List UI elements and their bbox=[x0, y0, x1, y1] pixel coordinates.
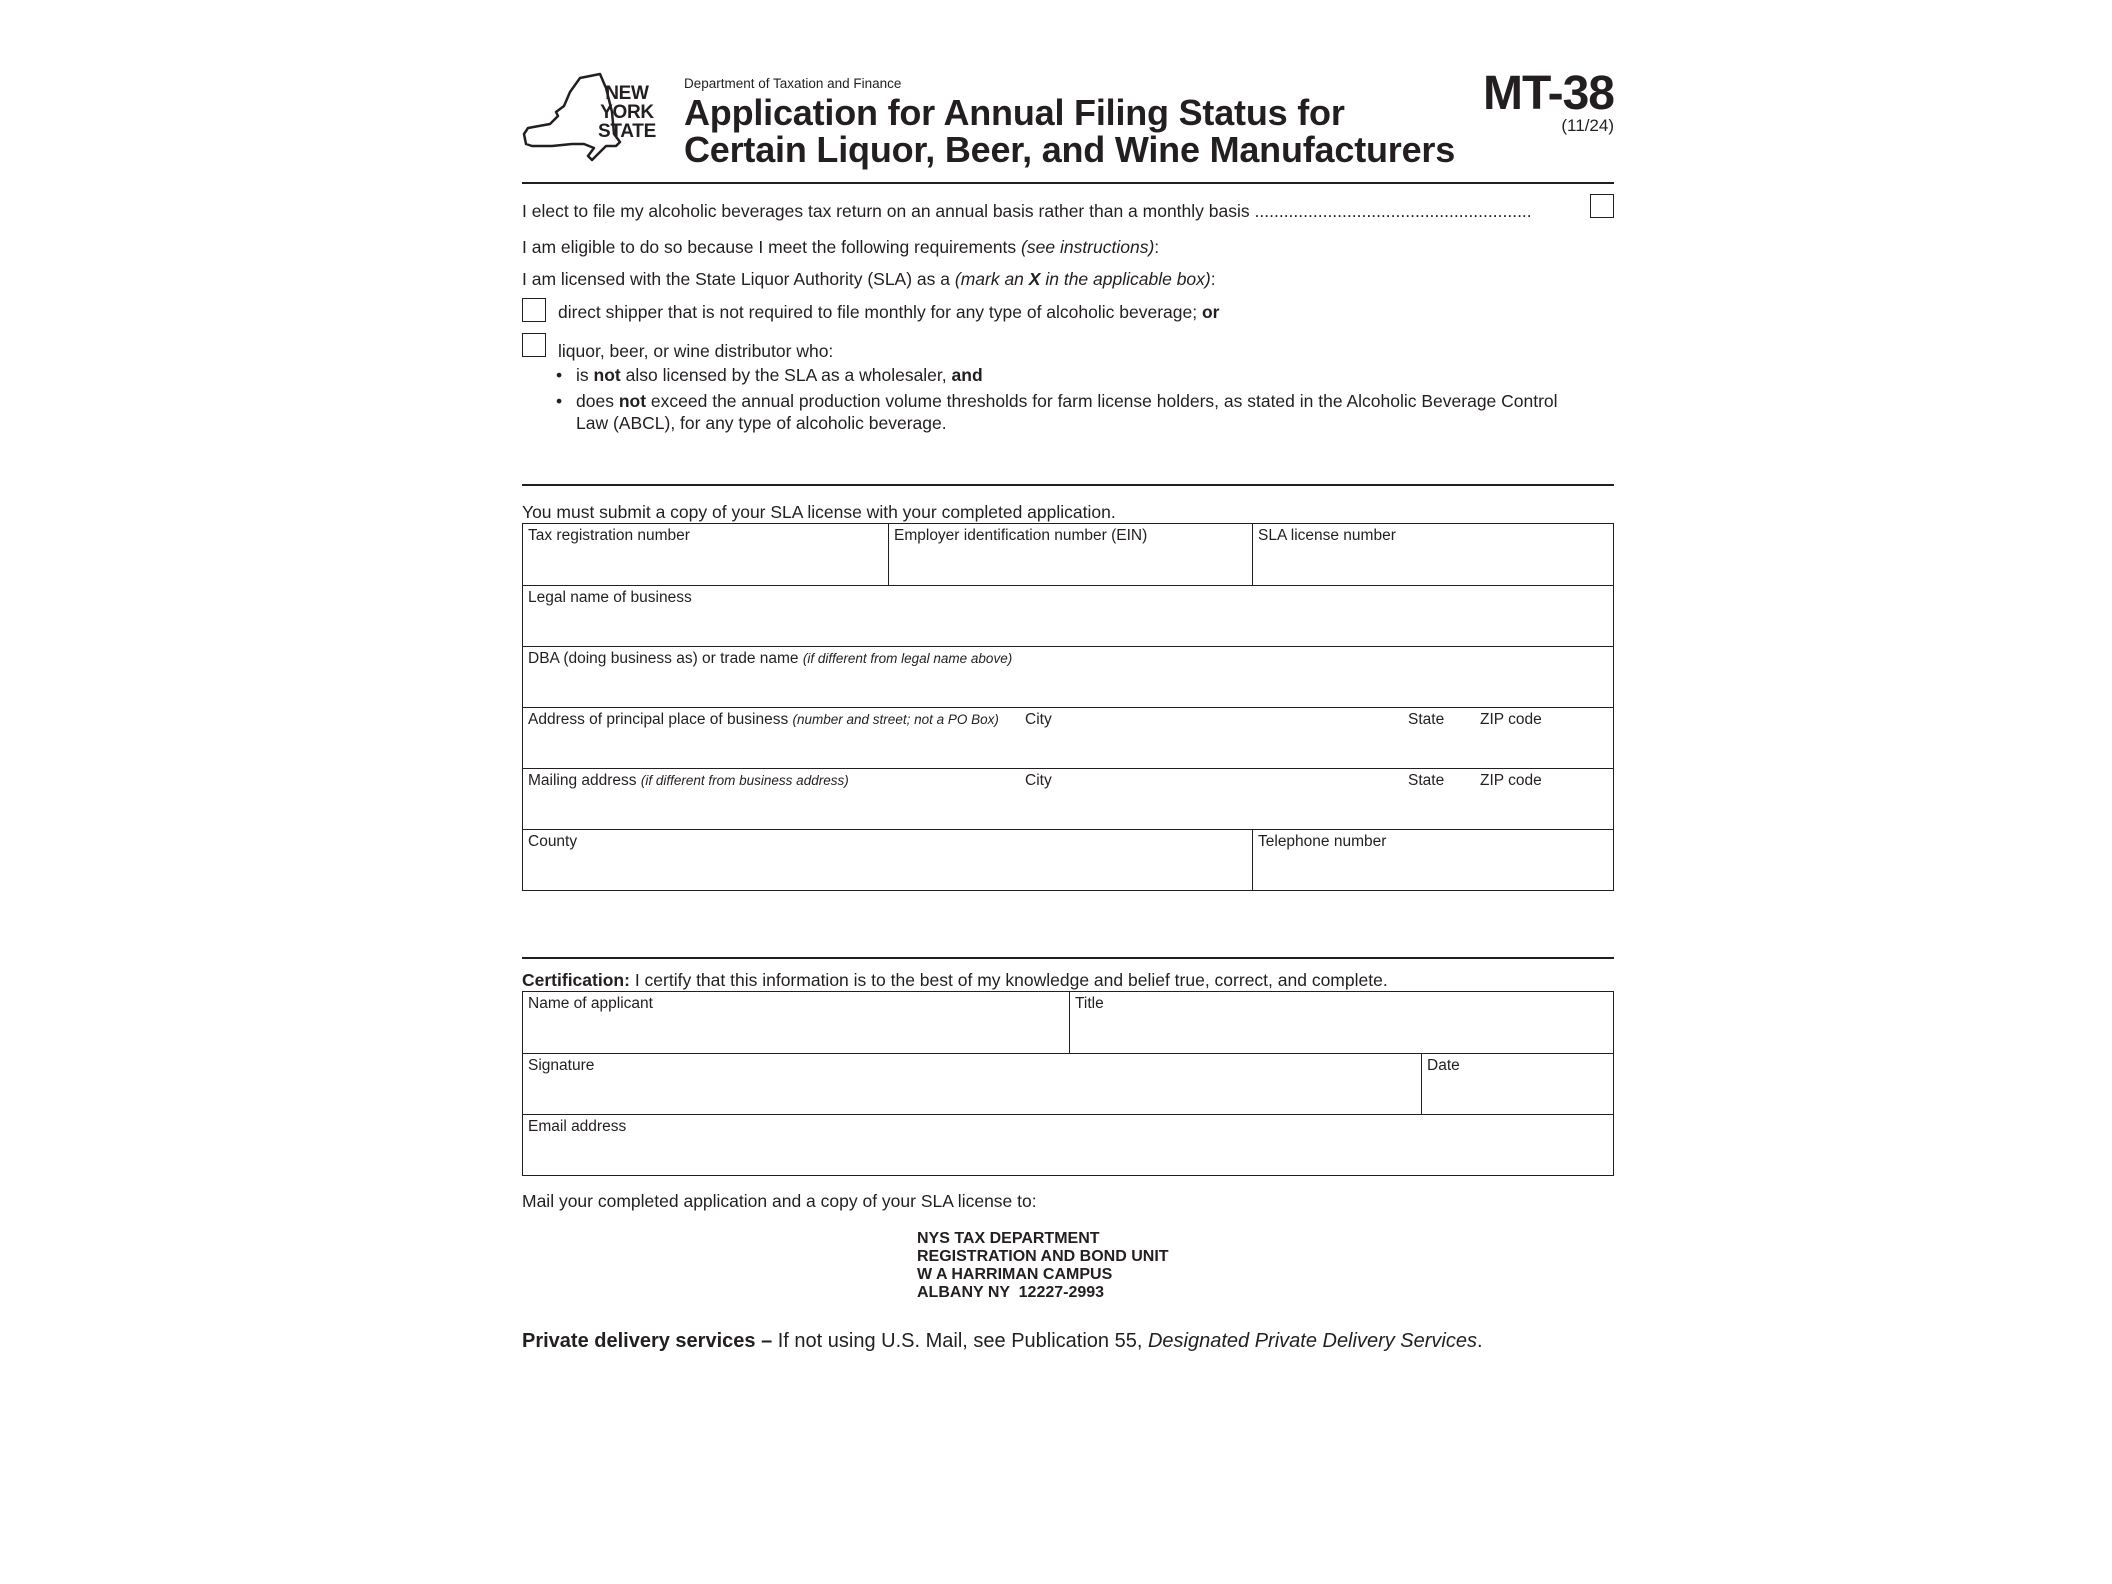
eligibility-statement: I am eligible to do so because I meet the following requirements (see instructions): bbox=[522, 237, 1160, 257]
department-name: Department of Taxation and Finance bbox=[684, 76, 902, 91]
distributor-requirements bbox=[556, 364, 1614, 434]
section-divider bbox=[522, 484, 1614, 486]
leader-dots: ......................................................... bbox=[1254, 201, 1532, 221]
mailing-state-field[interactable]: State bbox=[1408, 772, 1445, 789]
mailing-city-field[interactable]: City bbox=[1025, 772, 1052, 789]
sla-license-field[interactable]: SLA license number bbox=[1252, 524, 1613, 585]
sla-license-statement: I am licensed with the State Liquor Authority (SLA) as a (mark an X in the applicable box): bbox=[522, 269, 1216, 289]
sla-copy-instruction: You must submit a copy of your SLA license with your completed application. bbox=[522, 502, 1116, 522]
requirement-item: • is not also licensed by the SLA as a wholesaler, and bbox=[556, 365, 983, 385]
requirement-item: • does not exceed the annual production volume thresholds for farm license holders, as stated in the Alcoholic Beverage Control Law (ABCL), for any type of alcoholic beverage. bbox=[556, 391, 1558, 433]
form-header bbox=[522, 66, 1614, 182]
form-number: MT-38 bbox=[1482, 67, 1614, 120]
form-page bbox=[522, 66, 1614, 1353]
county-field[interactable]: County bbox=[528, 833, 578, 850]
mailing-address-field[interactable]: Mailing address (if different from business address) bbox=[528, 772, 849, 789]
business-address-field[interactable]: Address of principal place of business (number and street; not a PO Box) bbox=[528, 711, 999, 728]
section-divider bbox=[522, 957, 1614, 959]
mailing-zip-field[interactable]: ZIP code bbox=[1480, 772, 1542, 789]
tax-registration-field[interactable]: Tax registration number bbox=[528, 527, 690, 544]
telephone-field[interactable]: Telephone number bbox=[1252, 830, 1613, 890]
business-city-field[interactable]: City bbox=[1025, 711, 1052, 728]
applicant-name-field[interactable]: Name of applicant bbox=[528, 995, 653, 1012]
annual-election-checkbox[interactable] bbox=[1590, 194, 1614, 218]
business-zip-field[interactable]: ZIP code bbox=[1480, 711, 1542, 728]
business-info-grid bbox=[522, 523, 1614, 891]
form-revision: (11/24) bbox=[1561, 116, 1614, 135]
dba-field[interactable]: DBA (doing business as) or trade name (if different from legal name above) bbox=[528, 650, 1013, 667]
business-state-field[interactable]: State bbox=[1408, 711, 1445, 728]
direct-shipper-checkbox[interactable] bbox=[522, 298, 546, 322]
legal-name-field[interactable]: Legal name of business bbox=[528, 589, 692, 606]
nys-logo bbox=[522, 72, 662, 162]
ein-field[interactable]: Employer identification number (EIN) bbox=[888, 524, 1252, 585]
distributor-checkbox[interactable] bbox=[522, 333, 546, 357]
email-field[interactable]: Email address bbox=[528, 1118, 627, 1135]
logo-wordmark: NEW YORK STATE bbox=[598, 83, 656, 142]
option-direct-shipper: direct shipper that is not required to file monthly for any type of alcoholic beverage; or bbox=[522, 298, 1614, 323]
annual-election-row bbox=[522, 200, 1614, 226]
applicant-title-field[interactable]: Title bbox=[1069, 992, 1613, 1053]
signature-field[interactable]: Signature bbox=[528, 1057, 595, 1074]
annual-election-text: I elect to file my alcoholic beverages tax return on an annual basis rather than a monthly basis bbox=[522, 201, 1250, 221]
date-field[interactable]: Date bbox=[1421, 1054, 1613, 1114]
private-delivery-note: Private delivery services – If not using U.S. Mail, see Publication 55, Designated Private Delivery Services. bbox=[522, 1330, 1483, 1352]
option-distributor: liquor, beer, or wine distributor who: bbox=[522, 333, 1614, 362]
certification-grid bbox=[522, 991, 1614, 1176]
header-divider bbox=[522, 182, 1614, 184]
certification-statement: Certification: I certify that this information is to the best of my knowledge and belief true, correct, and complete. bbox=[522, 970, 1388, 990]
mailing-address-block: NYS TAX DEPARTMENT REGISTRATION AND BOND UNIT W A HARRIMAN CAMPUS ALBANY NY 12227-2993 bbox=[917, 1230, 1169, 1301]
form-title: Application for Annual Filing Status for Certain Liquor, Beer, and Wine Manufacturers bbox=[684, 92, 1456, 170]
mail-instruction: Mail your completed application and a copy of your SLA license to: bbox=[522, 1191, 1037, 1211]
